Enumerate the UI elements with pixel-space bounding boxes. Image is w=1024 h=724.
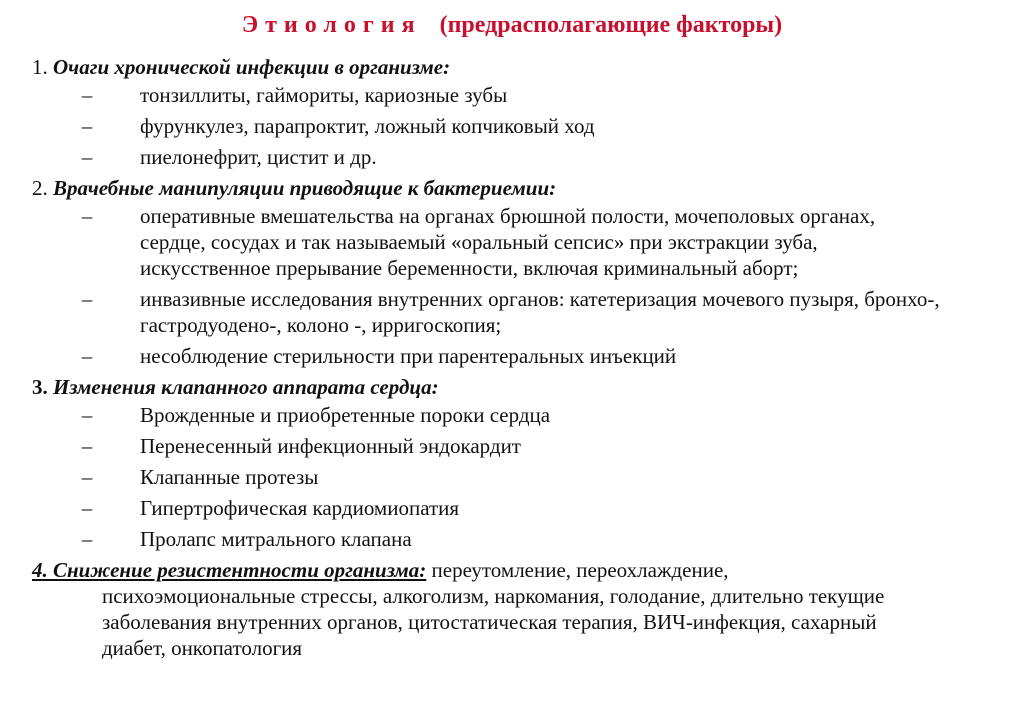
section-4-paragraph — [32, 557, 912, 661]
dash-bullet: – — [81, 496, 93, 520]
list-item — [32, 286, 940, 338]
list-item-text: Клапанные протезы — [140, 465, 319, 489]
section-2-heading — [32, 175, 992, 203]
dash-bullet: – — [81, 344, 93, 368]
section-4-heading: 4. Снижение резистентности организма: — [32, 558, 427, 582]
section-3-heading — [32, 374, 992, 402]
page-title — [0, 12, 1024, 39]
list-item — [32, 464, 992, 490]
dash-bullet: – — [81, 145, 93, 169]
list-item-text: оперативные вмешательства на органах брюшной полости, мочеполовых органах, сердце, сосудах и так называемый «оральный сепсис» при экстракции зуба, искусственное прерывание беременности, включая криминальный аборт; — [140, 204, 876, 280]
list-item-text: инвазивные исследования внутренних органов: катетеризация мочевого пузыря, бронхо-, гастродуодено-, колоно -, ирригоскопия; — [140, 287, 940, 337]
list-item-text: пиелонефрит, цистит и др. — [140, 145, 377, 169]
dash-bullet: – — [81, 287, 93, 311]
dash-bullet: – — [81, 403, 93, 427]
section-1-title: Очаги хронической инфекции в организме: — [53, 55, 451, 79]
list-item — [32, 402, 992, 428]
title-main: Этиология — [241, 12, 422, 38]
section-3-title: Изменения клапанного аппарата сердца: — [53, 375, 439, 399]
list-item — [32, 82, 992, 108]
section-1-list — [32, 82, 992, 170]
list-item — [32, 526, 992, 552]
dash-bullet: – — [81, 114, 93, 138]
list-item — [32, 343, 992, 369]
dash-bullet: – — [81, 83, 93, 107]
list-item-text: Пролапс митрального клапана — [140, 527, 412, 551]
section-4 — [32, 557, 912, 661]
document-body — [32, 54, 992, 661]
list-item-text: несоблюдение стерильности при парентеральных инъекций — [140, 344, 677, 368]
section-2-title: Врачебные манипуляции приводящие к бактериемии: — [53, 176, 557, 200]
section-3-list — [32, 402, 992, 552]
section-1-number: 1. — [32, 55, 48, 79]
dash-bullet: – — [81, 434, 93, 458]
dash-bullet: – — [81, 465, 93, 489]
section-2-list — [32, 203, 992, 369]
section-1-heading — [32, 54, 992, 82]
list-item — [32, 144, 992, 170]
list-item-text: тонзиллиты, гаймориты, кариозные зубы — [140, 83, 508, 107]
section-3-number: 3. — [32, 375, 48, 399]
list-item-text: фурункулез, парапроктит, ложный копчиковый ход — [140, 114, 595, 138]
list-item — [32, 113, 992, 139]
dash-bullet: – — [81, 204, 93, 228]
list-item — [32, 203, 940, 281]
section-4-text: переутомление, переохлаждение, психоэмоциональные стрессы, алкоголизм, наркомания, голодание, длительно текущие заболевания внутренних органов, цитостатическая терапия, ВИЧ-инфекция, сахарный диабет, онкопатология — [102, 558, 885, 660]
list-item — [32, 433, 992, 459]
list-item-text: Гипертрофическая кардиомиопатия — [140, 496, 460, 520]
title-subtitle: (предрасполагающие факторы) — [439, 12, 783, 38]
list-item-text: Врожденные и приобретенные пороки сердца — [140, 403, 551, 427]
dash-bullet: – — [81, 527, 93, 551]
list-item — [32, 495, 992, 521]
list-item-text: Перенесенный инфекционный эндокардит — [140, 434, 521, 458]
section-2-number: 2. — [32, 176, 48, 200]
